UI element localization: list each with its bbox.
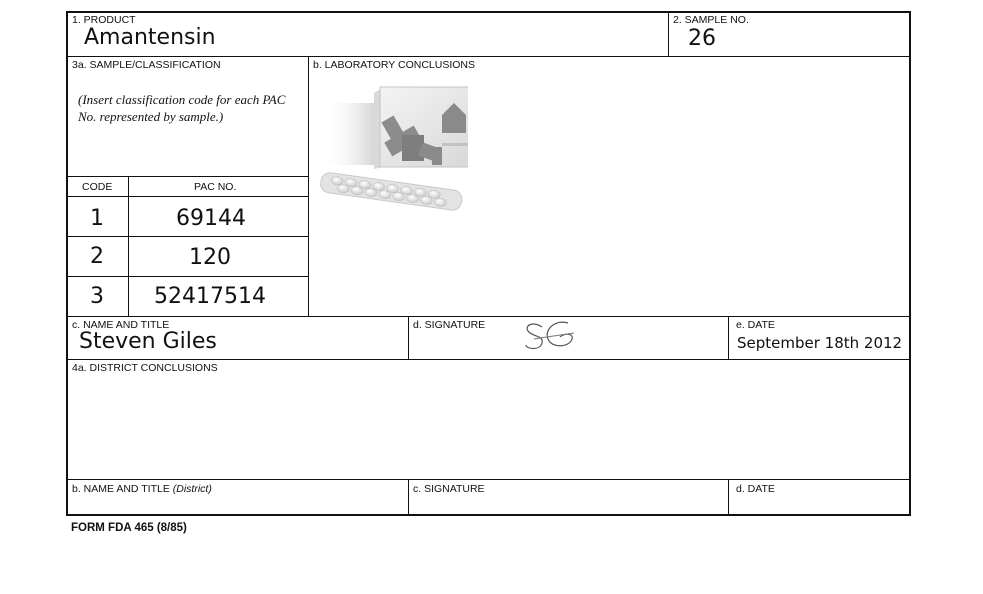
signature-label: d. SIGNATURE	[413, 319, 486, 331]
divider	[408, 316, 409, 359]
fda-form-465	[66, 11, 911, 516]
divider	[408, 479, 409, 516]
district-date-label: d. DATE	[736, 483, 775, 495]
sample-no-value: 26	[688, 26, 716, 51]
district-signature-label: c. SIGNATURE	[413, 483, 485, 495]
code-header: CODE	[82, 181, 113, 193]
district-name-title-label: b. NAME AND TITLE (District)	[72, 483, 212, 495]
lab-conclusions-label: b. LABORATORY CONCLUSIONS	[313, 59, 476, 71]
classification-label: 3a. SAMPLE/CLASSIFICATION	[72, 59, 221, 71]
divider	[68, 276, 308, 277]
name-title-label: c. NAME AND TITLE	[72, 319, 170, 331]
pac-no-cell: 69144	[176, 206, 246, 231]
divider	[68, 236, 308, 237]
divider	[68, 176, 308, 177]
sample-no-label: 2. SAMPLE NO.	[673, 14, 749, 26]
divider	[668, 13, 669, 56]
pac-no-cell: 120	[189, 245, 231, 270]
signature-image	[520, 317, 580, 357]
divider	[68, 316, 909, 317]
divider	[728, 316, 729, 359]
district-conclusions-label: 4a. DISTRICT CONCLUSIONS	[72, 362, 218, 374]
divider	[68, 359, 909, 360]
code-cell: 1	[90, 206, 104, 231]
product-value: Amantensin	[84, 25, 216, 50]
code-cell: 3	[90, 284, 104, 309]
divider	[308, 56, 309, 316]
pac-no-cell: 52417514	[154, 284, 266, 309]
divider	[128, 176, 129, 316]
date-label: e. DATE	[736, 319, 775, 331]
medicine-box-image	[318, 81, 468, 213]
date-value: September 18th 2012	[737, 334, 903, 352]
divider	[68, 196, 308, 197]
divider	[68, 56, 909, 57]
form-id: FORM FDA 465 (8/85)	[71, 522, 187, 534]
divider	[728, 479, 729, 516]
classification-instruction: (Insert classification code for each PAC No. represented by sample.)	[78, 92, 286, 124]
product-label: 1. PRODUCT	[72, 14, 136, 26]
pac-no-header: PAC NO.	[194, 181, 237, 193]
code-cell: 2	[90, 244, 104, 269]
name-title-value: Steven Giles	[79, 329, 217, 354]
divider	[68, 479, 909, 480]
